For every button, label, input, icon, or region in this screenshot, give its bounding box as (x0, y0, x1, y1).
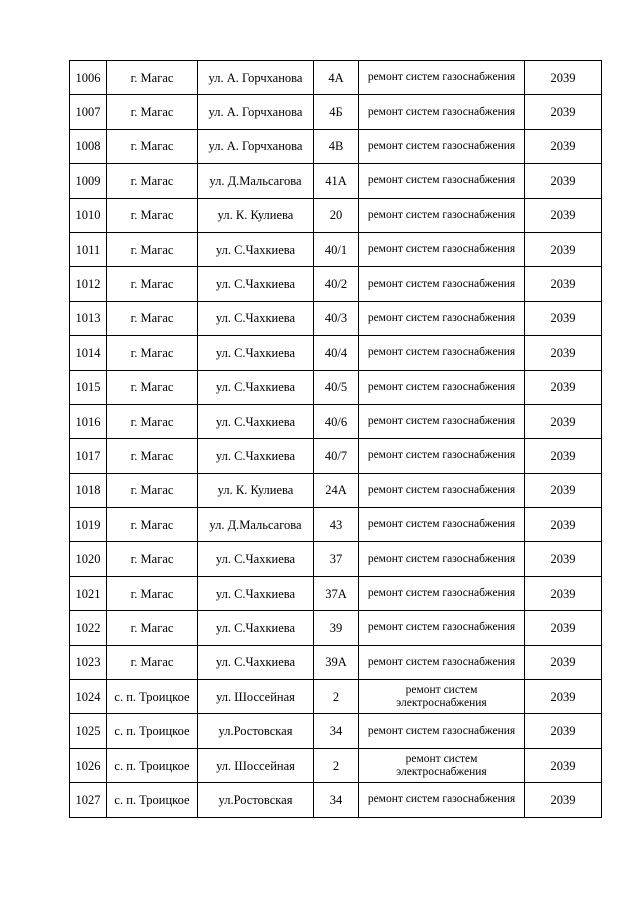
table-row (70, 129, 602, 163)
street-cell: ул. С.Чахкиева (198, 576, 314, 610)
street-cell: ул. С.Чахкиева (198, 404, 314, 438)
settlement-cell: г. Магас (107, 611, 198, 645)
house-number-cell: 20 (314, 198, 359, 232)
house-number-cell: 34 (314, 714, 359, 748)
table-row (70, 61, 602, 95)
row-number-cell: 1009 (70, 164, 107, 198)
street-cell: ул. С.Чахкиева (198, 370, 314, 404)
house-number-cell: 4Б (314, 95, 359, 129)
row-number-cell: 1015 (70, 370, 107, 404)
work-type-cell: ремонт систем газоснабжения (359, 611, 525, 645)
house-number-cell: 40/7 (314, 439, 359, 473)
table-row (70, 508, 602, 542)
settlement-cell: г. Магас (107, 576, 198, 610)
work-type-cell: ремонт систем газоснабжения (359, 301, 525, 335)
year-cell: 2039 (525, 542, 602, 576)
settlement-cell: г. Магас (107, 61, 198, 95)
year-cell: 2039 (525, 473, 602, 507)
row-number-cell: 1024 (70, 680, 107, 714)
street-cell: ул. С.Чахкиева (198, 232, 314, 266)
year-cell: 2039 (525, 336, 602, 370)
house-number-cell: 34 (314, 783, 359, 817)
work-type-cell: ремонт систем газоснабжения (359, 232, 525, 266)
table-row (70, 439, 602, 473)
street-cell: ул. С.Чахкиева (198, 301, 314, 335)
year-cell: 2039 (525, 129, 602, 163)
street-cell: ул. А. Горчханова (198, 61, 314, 95)
year-cell: 2039 (525, 680, 602, 714)
work-type-cell: ремонт систем электроснабжения (359, 680, 525, 714)
table-body (70, 61, 602, 818)
row-number-cell: 1025 (70, 714, 107, 748)
table-row (70, 783, 602, 817)
work-type-cell: ремонт систем газоснабжения (359, 370, 525, 404)
settlement-cell: г. Магас (107, 404, 198, 438)
work-type-cell: ремонт систем газоснабжения (359, 439, 525, 473)
table-row (70, 680, 602, 714)
street-cell: ул. С.Чахкиева (198, 439, 314, 473)
settlement-cell: с. п. Троицкое (107, 714, 198, 748)
work-type-cell: ремонт систем электроснабжения (359, 748, 525, 782)
street-cell: ул. Шоссейная (198, 680, 314, 714)
table-row (70, 267, 602, 301)
street-cell: ул. Д.Мальсагова (198, 164, 314, 198)
row-number-cell: 1018 (70, 473, 107, 507)
settlement-cell: г. Магас (107, 439, 198, 473)
settlement-cell: г. Магас (107, 542, 198, 576)
house-number-cell: 39 (314, 611, 359, 645)
house-number-cell: 41А (314, 164, 359, 198)
work-type-cell: ремонт систем газоснабжения (359, 508, 525, 542)
settlement-cell: г. Магас (107, 508, 198, 542)
settlement-cell: г. Магас (107, 336, 198, 370)
table-row (70, 370, 602, 404)
table-row (70, 95, 602, 129)
work-type-cell: ремонт систем газоснабжения (359, 95, 525, 129)
street-cell: ул. С.Чахкиева (198, 645, 314, 679)
row-number-cell: 1026 (70, 748, 107, 782)
house-number-cell: 40/5 (314, 370, 359, 404)
settlement-cell: г. Магас (107, 164, 198, 198)
work-type-cell: ремонт систем газоснабжения (359, 714, 525, 748)
year-cell: 2039 (525, 404, 602, 438)
settlement-cell: г. Магас (107, 267, 198, 301)
street-cell: ул. Д.Мальсагова (198, 508, 314, 542)
year-cell: 2039 (525, 232, 602, 266)
settlement-cell: с. п. Троицкое (107, 783, 198, 817)
house-number-cell: 39А (314, 645, 359, 679)
work-type-cell: ремонт систем газоснабжения (359, 576, 525, 610)
row-number-cell: 1007 (70, 95, 107, 129)
house-number-cell: 2 (314, 748, 359, 782)
house-number-cell: 40/1 (314, 232, 359, 266)
house-number-cell: 4В (314, 129, 359, 163)
work-type-cell: ремонт систем газоснабжения (359, 336, 525, 370)
house-number-cell: 40/2 (314, 267, 359, 301)
house-number-cell: 43 (314, 508, 359, 542)
row-number-cell: 1010 (70, 198, 107, 232)
year-cell: 2039 (525, 748, 602, 782)
house-number-cell: 37 (314, 542, 359, 576)
table-row (70, 473, 602, 507)
year-cell: 2039 (525, 301, 602, 335)
settlement-cell: с. п. Троицкое (107, 748, 198, 782)
table-row (70, 576, 602, 610)
year-cell: 2039 (525, 164, 602, 198)
settlement-cell: с. п. Троицкое (107, 680, 198, 714)
work-type-cell: ремонт систем газоснабжения (359, 164, 525, 198)
table-row (70, 645, 602, 679)
table-row (70, 611, 602, 645)
year-cell: 2039 (525, 783, 602, 817)
work-type-cell: ремонт систем газоснабжения (359, 473, 525, 507)
table-row (70, 404, 602, 438)
table-row (70, 542, 602, 576)
work-type-cell: ремонт систем газоснабжения (359, 645, 525, 679)
year-cell: 2039 (525, 439, 602, 473)
table-row (70, 164, 602, 198)
year-cell: 2039 (525, 198, 602, 232)
table-row (70, 232, 602, 266)
row-number-cell: 1013 (70, 301, 107, 335)
work-type-cell: ремонт систем газоснабжения (359, 129, 525, 163)
row-number-cell: 1020 (70, 542, 107, 576)
street-cell: ул.Ростовская (198, 714, 314, 748)
house-number-cell: 4А (314, 61, 359, 95)
row-number-cell: 1027 (70, 783, 107, 817)
row-number-cell: 1023 (70, 645, 107, 679)
settlement-cell: г. Магас (107, 129, 198, 163)
row-number-cell: 1022 (70, 611, 107, 645)
table-row (70, 336, 602, 370)
house-number-cell: 2 (314, 680, 359, 714)
house-number-cell: 40/3 (314, 301, 359, 335)
row-number-cell: 1016 (70, 404, 107, 438)
settlement-cell: г. Магас (107, 301, 198, 335)
row-number-cell: 1017 (70, 439, 107, 473)
row-number-cell: 1021 (70, 576, 107, 610)
street-cell: ул.Ростовская (198, 783, 314, 817)
settlement-cell: г. Магас (107, 95, 198, 129)
year-cell: 2039 (525, 61, 602, 95)
settlement-cell: г. Магас (107, 370, 198, 404)
work-type-cell: ремонт систем газоснабжения (359, 61, 525, 95)
street-cell: ул. К. Кулиева (198, 198, 314, 232)
year-cell: 2039 (525, 714, 602, 748)
settlement-cell: г. Магас (107, 198, 198, 232)
table-row (70, 748, 602, 782)
year-cell: 2039 (525, 508, 602, 542)
work-type-cell: ремонт систем газоснабжения (359, 198, 525, 232)
street-cell: ул. А. Горчханова (198, 129, 314, 163)
year-cell: 2039 (525, 370, 602, 404)
work-type-cell: ремонт систем газоснабжения (359, 783, 525, 817)
settlement-cell: г. Магас (107, 473, 198, 507)
street-cell: ул. А. Горчханова (198, 95, 314, 129)
street-cell: ул. К. Кулиева (198, 473, 314, 507)
settlement-cell: г. Магас (107, 232, 198, 266)
work-type-cell: ремонт систем газоснабжения (359, 404, 525, 438)
year-cell: 2039 (525, 576, 602, 610)
street-cell: ул. С.Чахкиева (198, 611, 314, 645)
street-cell: ул. Шоссейная (198, 748, 314, 782)
settlement-cell: г. Магас (107, 645, 198, 679)
row-number-cell: 1014 (70, 336, 107, 370)
table-row (70, 301, 602, 335)
table-row (70, 198, 602, 232)
table-row (70, 714, 602, 748)
street-cell: ул. С.Чахкиева (198, 336, 314, 370)
row-number-cell: 1006 (70, 61, 107, 95)
row-number-cell: 1011 (70, 232, 107, 266)
house-number-cell: 40/6 (314, 404, 359, 438)
work-type-cell: ремонт систем газоснабжения (359, 542, 525, 576)
year-cell: 2039 (525, 95, 602, 129)
row-number-cell: 1008 (70, 129, 107, 163)
year-cell: 2039 (525, 267, 602, 301)
year-cell: 2039 (525, 645, 602, 679)
house-number-cell: 24А (314, 473, 359, 507)
row-number-cell: 1012 (70, 267, 107, 301)
street-cell: ул. С.Чахкиева (198, 542, 314, 576)
housing-repair-table (69, 60, 602, 818)
work-type-cell: ремонт систем газоснабжения (359, 267, 525, 301)
house-number-cell: 37А (314, 576, 359, 610)
house-number-cell: 40/4 (314, 336, 359, 370)
year-cell: 2039 (525, 611, 602, 645)
street-cell: ул. С.Чахкиева (198, 267, 314, 301)
row-number-cell: 1019 (70, 508, 107, 542)
